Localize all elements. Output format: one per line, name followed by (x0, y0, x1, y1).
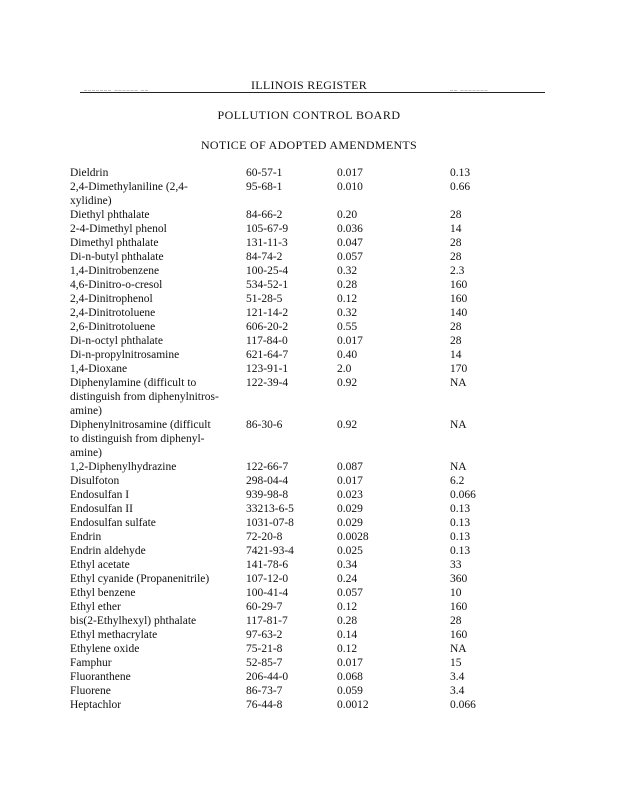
nonwastewater-value: 3.4 (450, 671, 465, 683)
nonwastewater-value: NA (450, 643, 467, 655)
nonwastewater-value: 160 (450, 293, 468, 305)
wastewater-value: 0.55 (337, 321, 358, 333)
register-title: ILLINOIS REGISTER (250, 78, 368, 92)
nonwastewater-value: 360 (450, 573, 468, 585)
table-row (70, 558, 550, 572)
wastewater-value: 0.28 (337, 279, 358, 291)
cas-number: 621-64-7 (246, 349, 289, 361)
cas-number: 107-12-0 (246, 573, 289, 585)
nonwastewater-value: 170 (450, 363, 468, 375)
wastewater-value: 0.24 (337, 573, 358, 585)
chemical-name: Dimethyl phthalate (70, 237, 159, 249)
nonwastewater-value: 28 (450, 237, 462, 249)
chemical-name: Ethyl acetate (70, 559, 130, 571)
cas-number: 1031-07-8 (246, 517, 294, 529)
table-row (70, 222, 550, 236)
wastewater-value: 0.059 (337, 685, 363, 697)
chemical-name: Di-n-butyl phthalate (70, 251, 164, 263)
nonwastewater-value: 6.2 (450, 475, 465, 487)
chemical-name: Fluorene (70, 685, 111, 697)
cas-number: 105-67-9 (246, 223, 289, 235)
nonwastewater-value: 0.13 (450, 503, 471, 515)
table-row (70, 530, 550, 544)
table-row (70, 516, 550, 530)
table-row (70, 614, 550, 628)
nonwastewater-value: 14 (450, 349, 462, 361)
nonwastewater-value: 28 (450, 209, 462, 221)
chemical-name: Diethyl phthalate (70, 209, 150, 221)
wastewater-value: 0.017 (337, 167, 363, 179)
table-row (70, 180, 550, 208)
chemical-name: 1,4-Dinitrobenzene (70, 265, 160, 277)
wastewater-value: 2.0 (337, 363, 352, 375)
chemical-table (70, 166, 550, 712)
chemical-name: Heptachlor (70, 699, 122, 711)
wastewater-value: 0.029 (337, 517, 363, 529)
cas-number: 122-66-7 (246, 461, 289, 473)
chemical-name: 2,4-Dimethylaniline (2,4- xylidine) (70, 181, 188, 207)
wastewater-value: 0.12 (337, 293, 358, 305)
nonwastewater-value: 0.13 (450, 167, 471, 179)
wastewater-value: 0.34 (337, 559, 358, 571)
cas-number: 131-11-3 (246, 237, 288, 249)
nonwastewater-value: 160 (450, 279, 468, 291)
table-row (70, 670, 550, 684)
table-row (70, 544, 550, 558)
nonwastewater-value: 160 (450, 601, 468, 613)
nonwastewater-value: 33 (450, 559, 462, 571)
chemical-name: Ethyl benzene (70, 587, 136, 599)
wastewater-value: 0.010 (337, 181, 363, 193)
wastewater-value: 0.20 (337, 209, 358, 221)
table-row (70, 474, 550, 488)
chemical-name: Endrin (70, 531, 102, 543)
table-row (70, 656, 550, 670)
cas-number: 7421-93-4 (246, 545, 294, 557)
chemical-name: 2,6-Dinitrotoluene (70, 321, 156, 333)
cas-number: 84-74-2 (246, 251, 283, 263)
table-row (70, 460, 550, 474)
chemical-name: Endosulfan sulfate (70, 517, 156, 529)
cas-number: 86-73-7 (246, 685, 283, 697)
nonwastewater-value: 0.66 (450, 181, 471, 193)
table-row (70, 208, 550, 222)
wastewater-value: 0.14 (337, 629, 358, 641)
cas-number: 86-30-6 (246, 419, 283, 431)
table-row (70, 264, 550, 278)
nonwastewater-value: 0.13 (450, 545, 471, 557)
wastewater-value: 0.40 (337, 349, 358, 361)
cas-number: 95-68-1 (246, 181, 283, 193)
wastewater-value: 0.023 (337, 489, 363, 501)
cas-number: 51-28-5 (246, 293, 283, 305)
nonwastewater-value: NA (450, 377, 467, 389)
table-row (70, 292, 550, 306)
cas-number: 117-81-7 (246, 615, 288, 627)
chemical-name: Endrin aldehyde (70, 545, 146, 557)
chemical-name: 2,4-Dinitrotoluene (70, 307, 156, 319)
header-right-mark: __ _______ (450, 86, 489, 92)
table-row (70, 334, 550, 348)
table-row (70, 572, 550, 586)
nonwastewater-value: 140 (450, 307, 468, 319)
cas-number: 100-41-4 (246, 587, 289, 599)
cas-number: 75-21-8 (246, 643, 283, 655)
wastewater-value: 0.047 (337, 237, 363, 249)
chemical-name: Dieldrin (70, 167, 109, 179)
header-left-mark: _______ ______ __ (84, 86, 149, 92)
chemical-name: Ethyl methacrylate (70, 629, 158, 641)
table-row (70, 348, 550, 362)
chemical-name: Endosulfan II (70, 503, 133, 515)
cas-number: 141-78-6 (246, 559, 289, 571)
table-row (70, 698, 550, 712)
wastewater-value: 0.0012 (337, 699, 369, 711)
cas-number: 606-20-2 (246, 321, 289, 333)
cas-number: 123-91-1 (246, 363, 289, 375)
wastewater-value: 0.12 (337, 643, 358, 655)
chemical-name: 2-4-Dimethyl phenol (70, 223, 167, 235)
chemical-name: Fluoranthene (70, 671, 131, 683)
nonwastewater-value: 28 (450, 335, 462, 347)
chemical-name: 1,4-Dioxane (70, 363, 128, 375)
table-row (70, 502, 550, 516)
wastewater-value: 0.036 (337, 223, 363, 235)
chemical-name: 1,2-Diphenylhydrazine (70, 461, 177, 473)
table-row (70, 278, 550, 292)
chemical-name: Ethyl cyanide (Propanenitrile) (70, 573, 210, 585)
wastewater-value: 0.087 (337, 461, 363, 473)
board-title: POLLUTION CONTROL BOARD (217, 108, 401, 122)
wastewater-value: 0.017 (337, 475, 363, 487)
table-row (70, 418, 550, 460)
nonwastewater-value: 14 (450, 223, 462, 235)
notice-title: NOTICE OF ADOPTED AMENDMENTS (200, 138, 418, 152)
wastewater-value: 0.28 (337, 615, 358, 627)
header-rule (80, 92, 545, 93)
table-row (70, 684, 550, 698)
wastewater-value: 0.057 (337, 587, 363, 599)
table-row (70, 320, 550, 334)
nonwastewater-value: NA (450, 419, 467, 431)
chemical-name: 4,6-Dinitro-o-cresol (70, 279, 163, 291)
wastewater-value: 0.32 (337, 307, 358, 319)
cas-number: 60-57-1 (246, 167, 283, 179)
chemical-name: Diphenylamine (difficult to distinguish from diphenylnitros- amine) (70, 377, 219, 417)
chemical-name: Diphenylnitrosamine (difficult to distinguish from diphenyl- amine) (70, 419, 211, 459)
chemical-name: 2,4-Dinitrophenol (70, 293, 153, 305)
cas-number: 76-44-8 (246, 699, 283, 711)
chemical-name: bis(2-Ethylhexyl) phthalate (70, 615, 197, 627)
table-row (70, 488, 550, 502)
chemical-name: Ethyl ether (70, 601, 121, 613)
table-row (70, 362, 550, 376)
nonwastewater-value: NA (450, 461, 467, 473)
wastewater-value: 0.32 (337, 265, 358, 277)
wastewater-value: 0.025 (337, 545, 363, 557)
cas-number: 84-66-2 (246, 209, 283, 221)
cas-number: 298-04-4 (246, 475, 289, 487)
nonwastewater-value: 0.13 (450, 531, 471, 543)
cas-number: 122-39-4 (246, 377, 289, 389)
table-row (70, 628, 550, 642)
table-row (70, 600, 550, 614)
table-row (70, 236, 550, 250)
chemical-name: Endosulfan I (70, 489, 130, 501)
nonwastewater-value: 28 (450, 251, 462, 263)
nonwastewater-value: 28 (450, 321, 462, 333)
wastewater-value: 0.92 (337, 419, 358, 431)
table-row (70, 586, 550, 600)
chemical-name: Di-n-octyl phthalate (70, 335, 163, 347)
chemical-name: Famphur (70, 657, 112, 669)
wastewater-value: 0.057 (337, 251, 363, 263)
nonwastewater-value: 10 (450, 587, 462, 599)
cas-number: 121-14-2 (246, 307, 289, 319)
chemical-name: Disulfoton (70, 475, 120, 487)
nonwastewater-value: 28 (450, 615, 462, 627)
chemical-name: Di-n-propylnitrosamine (70, 349, 180, 361)
nonwastewater-value: 2.3 (450, 265, 465, 277)
cas-number: 52-85-7 (246, 657, 283, 669)
wastewater-value: 0.017 (337, 657, 363, 669)
cas-number: 72-20-8 (246, 531, 283, 543)
nonwastewater-value: 0.13 (450, 517, 471, 529)
chemical-name: Ethylene oxide (70, 643, 140, 655)
cas-number: 534-52-1 (246, 279, 289, 291)
wastewater-value: 0.068 (337, 671, 363, 683)
table-row (70, 642, 550, 656)
wastewater-value: 0.017 (337, 335, 363, 347)
nonwastewater-value: 160 (450, 629, 468, 641)
cas-number: 97-63-2 (246, 629, 283, 641)
cas-number: 206-44-0 (246, 671, 289, 683)
nonwastewater-value: 0.066 (450, 699, 476, 711)
cas-number: 117-84-0 (246, 335, 288, 347)
wastewater-value: 0.92 (337, 377, 358, 389)
nonwastewater-value: 3.4 (450, 685, 465, 697)
table-row (70, 306, 550, 320)
nonwastewater-value: 15 (450, 657, 462, 669)
wastewater-value: 0.12 (337, 601, 358, 613)
cas-number: 60-29-7 (246, 601, 283, 613)
wastewater-value: 0.029 (337, 503, 363, 515)
table-row (70, 166, 550, 180)
cas-number: 100-25-4 (246, 265, 289, 277)
cas-number: 939-98-8 (246, 489, 289, 501)
table-row (70, 376, 550, 418)
cas-number: 33213-6-5 (246, 503, 294, 515)
table-row (70, 250, 550, 264)
wastewater-value: 0.0028 (337, 531, 369, 543)
nonwastewater-value: 0.066 (450, 489, 476, 501)
